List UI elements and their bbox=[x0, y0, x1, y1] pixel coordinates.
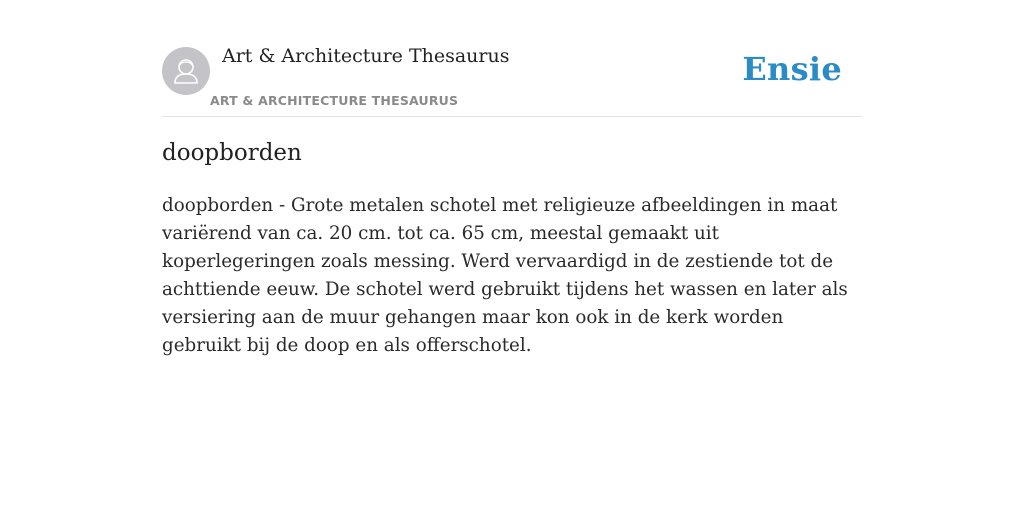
source-label[interactable]: ART & ARCHITECTURE THESAURUS bbox=[210, 93, 459, 108]
page-title: doopborden bbox=[162, 140, 302, 166]
avatar[interactable] bbox=[162, 47, 210, 95]
entry-header bbox=[162, 0, 862, 117]
user-silhouette-icon bbox=[162, 47, 210, 95]
author-name[interactable]: Art & Architecture Thesaurus bbox=[222, 45, 510, 67]
definition-text: doopborden - Grote metalen schotel met religieuze afbeeldingen in maat variërend van ca. 20 cm. tot ca. 65 cm, meestal gemaakt uit koperlegeringen zoals messing. Werd vervaardigd in de zestiende tot de achttiende eeuw. De schotel werd gebruikt tijdens het wassen en later als versiering aan de muur gehangen maar kon ook in de kerk worden gebruikt bij de doop en als offerschotel. bbox=[162, 195, 848, 356]
page-container bbox=[162, 0, 862, 356]
ensie-logo[interactable]: Ensie bbox=[742, 50, 842, 88]
